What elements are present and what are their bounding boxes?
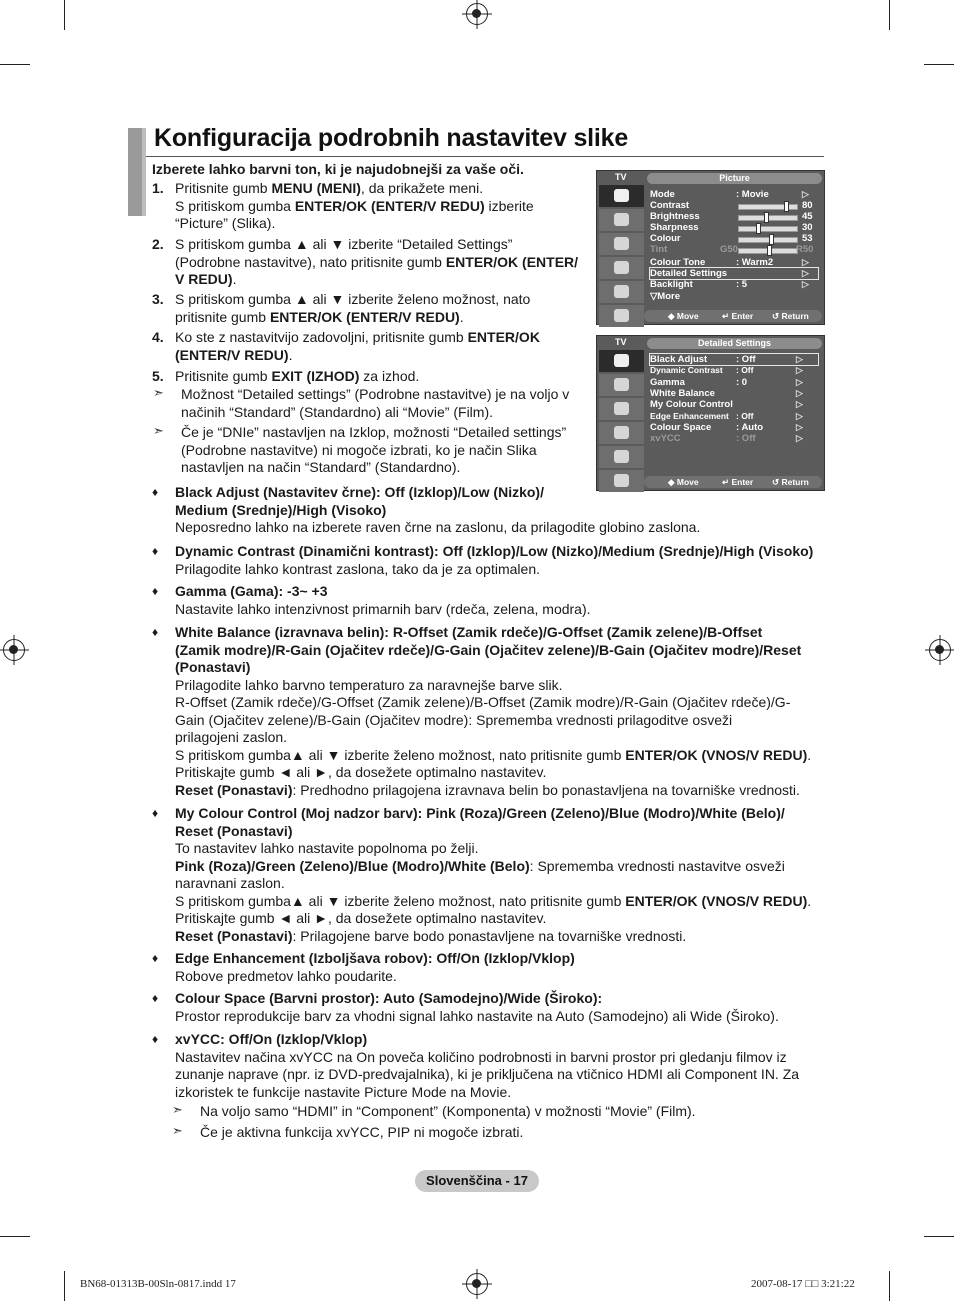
sound-icon[interactable] <box>599 374 644 396</box>
move-hint: ◆ Move <box>668 311 699 321</box>
osd-row-label: Gamma <box>650 376 685 388</box>
osd-row-value: : Off <box>736 433 756 445</box>
crop-mark <box>924 1236 954 1237</box>
step-text: Pritisnite gumb EXIT (IZHOD) za izhod. <box>175 368 420 384</box>
note-text: Če je “DNIe” nastavljen na Izklop, možnosti “Detailed settings” (Podrobne nastavitve) ni mogoče izbrati, ko je način Slika nastavljen na način “Standard” (Standardno). <box>181 424 567 475</box>
crop-mark <box>924 64 954 65</box>
enter-hint: ↵ Enter <box>722 477 754 487</box>
step-number: 5. <box>152 368 164 384</box>
bullet-heading: Black Adjust (Nastavitev črne): Off (Izklop)/Low (Nizko)/ Medium (Srednje)/High (Visoko) <box>175 484 544 518</box>
osd-row[interactable] <box>650 244 818 255</box>
osd-row[interactable] <box>650 388 818 399</box>
osd-row[interactable] <box>650 233 818 244</box>
step-number: 1. <box>152 180 164 196</box>
osd-row-arrow-icon: ▷ <box>802 279 809 289</box>
osd-row-arrow-icon: ▷ <box>796 433 803 444</box>
osd-slider <box>738 204 798 210</box>
bullet-body: Nastavite lahko intenzivnost primarnih barv (rdeča, zelena, modra). <box>175 600 591 617</box>
bullet-icon: ♦ <box>152 806 159 820</box>
crop-mark <box>889 1271 890 1301</box>
osd-row-arrow-icon: ▷ <box>796 399 803 410</box>
osd-row-label: Tint <box>650 244 668 255</box>
osd-row-value: : Movie <box>736 189 769 200</box>
crop-mark <box>64 0 65 30</box>
osd-row-label: Contrast <box>650 200 690 211</box>
note-arrow-icon: ➣ <box>172 1102 183 1117</box>
file-slug: BN68-01313B-00Sln-0817.indd 17 <box>80 1278 236 1290</box>
osd-row-arrow-icon: ▷ <box>802 268 809 278</box>
registration-mark-icon <box>3 639 25 661</box>
bullet-icon: ♦ <box>152 1032 159 1046</box>
note-text: Možnost “Detailed settings” (Podrobne nastavitve) je na voljo v načinih “Standard” (Standardno) ali “Movie” (Film). <box>181 386 570 420</box>
bullet-heading: xvYCC: Off/On (Izklop/Vklop) <box>175 1031 368 1047</box>
application-icon[interactable] <box>599 470 644 492</box>
osd-row-label: Colour Space <box>650 421 712 433</box>
osd-row[interactable] <box>650 411 818 422</box>
osd-tab-label: TV <box>615 172 627 182</box>
osd-row[interactable] <box>650 200 818 211</box>
osd-row-arrow-icon: ▷ <box>796 387 803 398</box>
bullet-body: Prostor reprodukcije barv za vhodni signal lahko nastavite na Auto (Samodejno) ali Wide (Široko). <box>175 1007 779 1024</box>
bullet-body: Prilagodite lahko barvno temperaturo za naravnejše barve slik. R-Offset (Zamik rdeče)/G-Offset (Zamik zelene)/B-Offset (Zamik modre)/R-Gain (Ojačitev rdeče)/G- Gain (Ojačitev zelene)/B-Gain (Ojačitev modre): Sprememba vrednosti prilagoditve osveži prilagojeni zaslon. S pritiskom gumba▲ ali ▼ izberite želeno možnost, nato pritisnite gumb ENTER/OK (VNOS/V REDU). Pritiskajte gumb ◄ ali ►, da dosežete optimalno nastavitev. Reset (Ponastavi): Predhodno prilagojena izravnava belin bo ponastavljena na tovarniške vrednosti. <box>175 676 812 798</box>
osd-row-value: R50 <box>796 244 814 255</box>
osd-footer <box>644 310 822 322</box>
osd-picture-menu <box>596 170 825 325</box>
bullet-heading: Dynamic Contrast (Dinamični kontrast): Off (Izklop)/Low (Nizko)/Medium (Srednje)/High (Visoko) <box>175 543 814 559</box>
osd-row-label: ▽More <box>650 291 681 302</box>
intro-text: Izberete lahko barvni ton, ki je najudobnejši za vaše oči. <box>152 161 524 177</box>
osd-header: Detailed Settings <box>647 338 822 349</box>
step-text: S pritiskom gumba ▲ ali ▼ izberite “Detailed Settings” (Podrobne nastavitve), nato pritisnite gumb ENTER/OK (ENTER/ V REDU). <box>175 236 579 287</box>
picture-icon[interactable] <box>599 350 644 372</box>
move-hint: ◆ Move <box>668 477 699 487</box>
bullet-body: Neposredno lahko na izberete raven črne na zaslonu, da prilagodite globino zaslona. <box>175 519 701 535</box>
osd-row-label: Edge Enhancement <box>650 410 729 421</box>
channel-icon[interactable] <box>599 233 644 255</box>
osd-row-arrow-icon: ▷ <box>802 257 809 267</box>
osd-row-value: : Off <box>736 410 754 421</box>
osd-row-label: Mode <box>650 189 675 200</box>
sound-icon[interactable] <box>599 209 644 231</box>
note-text: Če je aktivna funkcija xvYCC, PIP ni mogoče izbrati. <box>200 1124 524 1140</box>
osd-row[interactable] <box>650 365 818 376</box>
crop-mark <box>64 1271 65 1301</box>
bullet-body: To nastavitev lahko nastavite popolnoma po želji. Pink (Roza)/Green (Zeleno)/Blue (Modro)/White (Belo): Sprememba vrednosti nastavitve osveži naravnani zaslon. S pritiskom gumba▲ ali ▼ izberite želeno možnost, nato pritisnite gumb ENTER/OK (VNOS/V REDU). Pritiskajte gumb ◄ ali ►, da dosežete optimalno nastavitev. Reset (Ponastavi): Prilagojene barve bodo ponastavljene na tovarniške vrednosti. <box>175 840 812 944</box>
osd-row-value: 30 <box>802 222 813 233</box>
bullet-heading: Gamma (Gama): -3~ +3 <box>175 583 328 599</box>
osd-row[interactable] <box>650 268 818 279</box>
osd-footer <box>644 476 822 488</box>
osd-row-value: : Off <box>736 365 754 376</box>
osd-row-label: Backlight <box>650 279 693 290</box>
title-underline <box>146 156 824 157</box>
osd-row-label: Brightness <box>650 211 700 222</box>
osd-header: Picture <box>647 173 822 184</box>
osd-row-arrow-icon: ▷ <box>796 410 803 421</box>
osd-detailed-settings-menu <box>596 335 825 491</box>
osd-slider-knob <box>767 245 772 256</box>
osd-row[interactable] <box>650 399 818 410</box>
bullet-icon: ♦ <box>152 991 159 1005</box>
bullet-body: Nastavitev načina xvYCC na On poveča količino podrobnosti in barvni prostor pri gledanju filmov iz zunanje naprave (npr. iz DVD-predvajalnika), ki je priključena na vtičnico HDMI ali Component IN. Za izkoristek te funkcije nastavite Picture Mode na Movie. <box>175 1048 800 1100</box>
step-number: 2. <box>152 236 164 252</box>
return-hint: ↺ Return <box>772 477 809 487</box>
bullet-body: Prilagodite lahko kontrast zaslona, tako da je za optimalen. <box>175 560 540 577</box>
crop-mark <box>0 1236 30 1237</box>
bullet-heading: White Balance (izravnava belin): R-Offset (Zamik rdeče)/G-Offset (Zamik zelene)/B-Offset (Zamik modre)/R-Gain (Ojačitev rdeče)/G-Gain (Ojačitev zelene)/B-Gain (Ojačitev modre)/Reset (Ponastavi) <box>175 624 802 675</box>
channel-icon[interactable] <box>599 398 644 420</box>
note-arrow-icon: ➣ <box>153 423 164 438</box>
picture-icon[interactable] <box>599 185 644 207</box>
osd-row[interactable] <box>650 211 818 222</box>
osd-row[interactable] <box>650 257 818 268</box>
osd-row[interactable] <box>650 354 818 365</box>
osd-row-value: : 5 <box>736 279 748 290</box>
osd-row-value: 80 <box>802 200 813 211</box>
crop-mark <box>889 0 890 30</box>
registration-mark-icon <box>466 3 488 25</box>
bullet-icon: ♦ <box>152 544 159 558</box>
step-number: 4. <box>152 329 164 345</box>
osd-row-label: White Balance <box>650 387 715 399</box>
note-arrow-icon: ➣ <box>172 1123 183 1138</box>
osd-row-value: : 0 <box>736 376 748 388</box>
note-arrow-icon: ➣ <box>153 385 164 400</box>
application-icon[interactable] <box>599 305 644 327</box>
bullet-icon: ♦ <box>152 951 159 965</box>
section-marker-bar <box>128 128 146 216</box>
osd-row-label: Sharpness <box>650 222 699 233</box>
osd-icon-column <box>599 185 644 329</box>
step-text: S pritiskom gumba ▲ ali ▼ izberite želeno možnost, nato pritisnite gumb ENTER/OK (ENTER/V REDU). <box>175 291 531 325</box>
note-text: Na voljo samo “HDMI” in “Component” (Komponenta) v možnosti “Movie” (Film). <box>200 1103 696 1119</box>
page-number-badge: Slovenščina - 17 <box>415 1170 539 1192</box>
crop-mark <box>0 64 30 65</box>
osd-row[interactable] <box>650 433 818 444</box>
osd-slider <box>738 215 798 221</box>
date-slug: 2007-08-17 □□ 3:21:22 <box>751 1278 855 1290</box>
step-text: Pritisnite gumb MENU (MENI), da prikažete meni. S pritiskom gumba ENTER/OK (ENTER/V REDU) izberite “Picture” (Slika). <box>175 180 534 231</box>
osd-slider <box>738 248 798 254</box>
page-title: Konfiguracija podrobnih nastavitev slike <box>154 124 629 152</box>
step-text: Ko ste z nastavitvijo zadovoljni, pritisnite gumb ENTER/OK (ENTER/V REDU). <box>175 329 540 363</box>
osd-row-value: 53 <box>802 233 813 244</box>
bullet-icon: ♦ <box>152 485 159 499</box>
step-number: 3. <box>152 291 164 307</box>
osd-row-value: : Auto <box>736 421 764 433</box>
return-hint: ↺ Return <box>772 311 809 321</box>
osd-row[interactable] <box>650 291 818 302</box>
osd-row-arrow-icon: ▷ <box>796 376 803 387</box>
osd-row-arrow-icon: ▷ <box>802 189 809 199</box>
osd-row-label: Colour Tone <box>650 257 706 268</box>
bullet-icon: ♦ <box>152 625 159 639</box>
osd-row-arrow-icon: ▷ <box>796 354 803 364</box>
bullet-heading: My Colour Control (Moj nadzor barv): Pink (Roza)/Green (Zeleno)/Blue (Modro)/White (Belo)/ Reset (Ponastavi) <box>175 805 785 839</box>
osd-row[interactable] <box>650 222 818 233</box>
osd-row-label: Black Adjust <box>650 354 708 365</box>
osd-row[interactable] <box>650 189 818 200</box>
bullet-body: Robove predmetov lahko poudarite. <box>175 967 397 984</box>
osd-slider <box>738 226 798 232</box>
osd-row-label: xvYCC <box>650 433 681 445</box>
osd-row[interactable] <box>650 422 818 433</box>
osd-row-value: : Warm2 <box>736 257 774 268</box>
input-icon[interactable] <box>599 281 644 303</box>
registration-mark-icon <box>929 639 951 661</box>
osd-row-value: G50 <box>720 244 738 255</box>
osd-slider <box>738 237 798 243</box>
bullet-heading: Edge Enhancement (Izboljšava robov): Off/On (Izklop/Vklop) <box>175 950 575 966</box>
bullet-heading: Colour Space (Barvni prostor): Auto (Samodejno)/Wide (Široko): <box>175 990 603 1006</box>
setup-icon[interactable] <box>599 422 644 444</box>
osd-row-arrow-icon: ▷ <box>796 365 803 376</box>
input-icon[interactable] <box>599 446 644 468</box>
enter-hint: ↵ Enter <box>722 311 754 321</box>
registration-mark-icon <box>466 1273 488 1295</box>
osd-row-value: 45 <box>802 211 813 222</box>
osd-row[interactable] <box>650 377 818 388</box>
osd-row-label: Detailed Settings <box>650 268 728 279</box>
osd-icon-column <box>599 350 644 494</box>
osd-row-label: Colour <box>650 233 681 244</box>
osd-row-label: My Colour Control <box>650 399 733 411</box>
bullet-icon: ♦ <box>152 584 159 598</box>
setup-icon[interactable] <box>599 257 644 279</box>
osd-tab-label: TV <box>615 337 627 347</box>
osd-row-value: : Off <box>736 354 756 365</box>
osd-row[interactable] <box>650 279 818 290</box>
osd-row-label: Dynamic Contrast <box>650 365 723 376</box>
osd-row-arrow-icon: ▷ <box>796 421 803 432</box>
